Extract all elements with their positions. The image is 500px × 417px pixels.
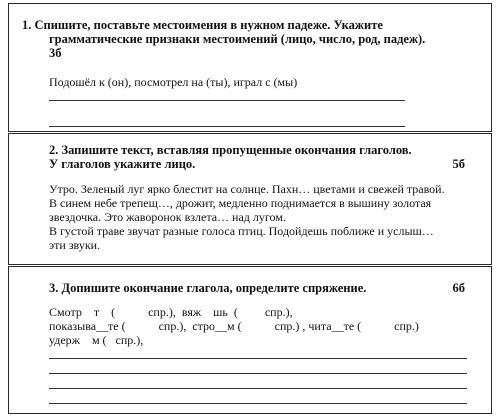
- task-1-block: [8, 3, 492, 132]
- task-1-title-line-1: 1. Спишите, поставьте местоимения в нужном падеже. Укажите: [22, 18, 383, 32]
- task-2-text-line: звездочка. Это жаворонок взлета… над лугом.: [49, 210, 286, 224]
- task-2-text-line: Утро. Зеленый луг ярко блестит на солнце. Пахн… цветами и свежей травой.: [49, 182, 445, 196]
- task-3-line: удерж м ( спр.),: [49, 333, 144, 347]
- answer-line[interactable]: [49, 358, 467, 359]
- answer-line[interactable]: [49, 373, 467, 374]
- task-2-title-line-2: У глаголов укажите лицо.: [49, 157, 196, 171]
- answer-line[interactable]: [49, 388, 467, 389]
- task-2-text-line: В густой траве звучат разные голоса птиц. Подойдешь поближе и услыш…: [49, 224, 434, 238]
- task-3-title: 3. Допишите окончание глагола, определите спряжение.: [49, 281, 367, 295]
- task-1-points: 3б: [49, 46, 62, 60]
- task-3-points: 6б: [452, 281, 465, 295]
- task-3-line: Смотр т ( спр.), вяж шь ( спр.),: [49, 305, 293, 319]
- task-2-points: 5б: [452, 157, 465, 171]
- task-1-title-line-2: грамматические признаки местоимений (лицо, число, род, падеж).: [49, 32, 426, 46]
- task-1-sentence: Подошёл к (он), посмотрел на (ты), играл с (мы): [49, 75, 298, 89]
- task-2-text-line: эти звуки.: [49, 238, 101, 252]
- answer-line[interactable]: [49, 100, 405, 101]
- answer-line[interactable]: [49, 126, 405, 127]
- task-2-text-line: В синем небе трепещ…, дрожит, медленно поднимается в вышину золотая: [49, 196, 432, 210]
- task-2-block: [8, 133, 492, 265]
- task-2-title-line-1: 2. Запишите текст, вставляя пропущенные окончания глаголов.: [49, 143, 412, 157]
- task-3-block: [8, 266, 492, 414]
- answer-line[interactable]: [49, 403, 467, 404]
- task-3-line: показыва__те ( спр.), стро__м ( спр.) , чита__те ( спр.): [49, 319, 419, 333]
